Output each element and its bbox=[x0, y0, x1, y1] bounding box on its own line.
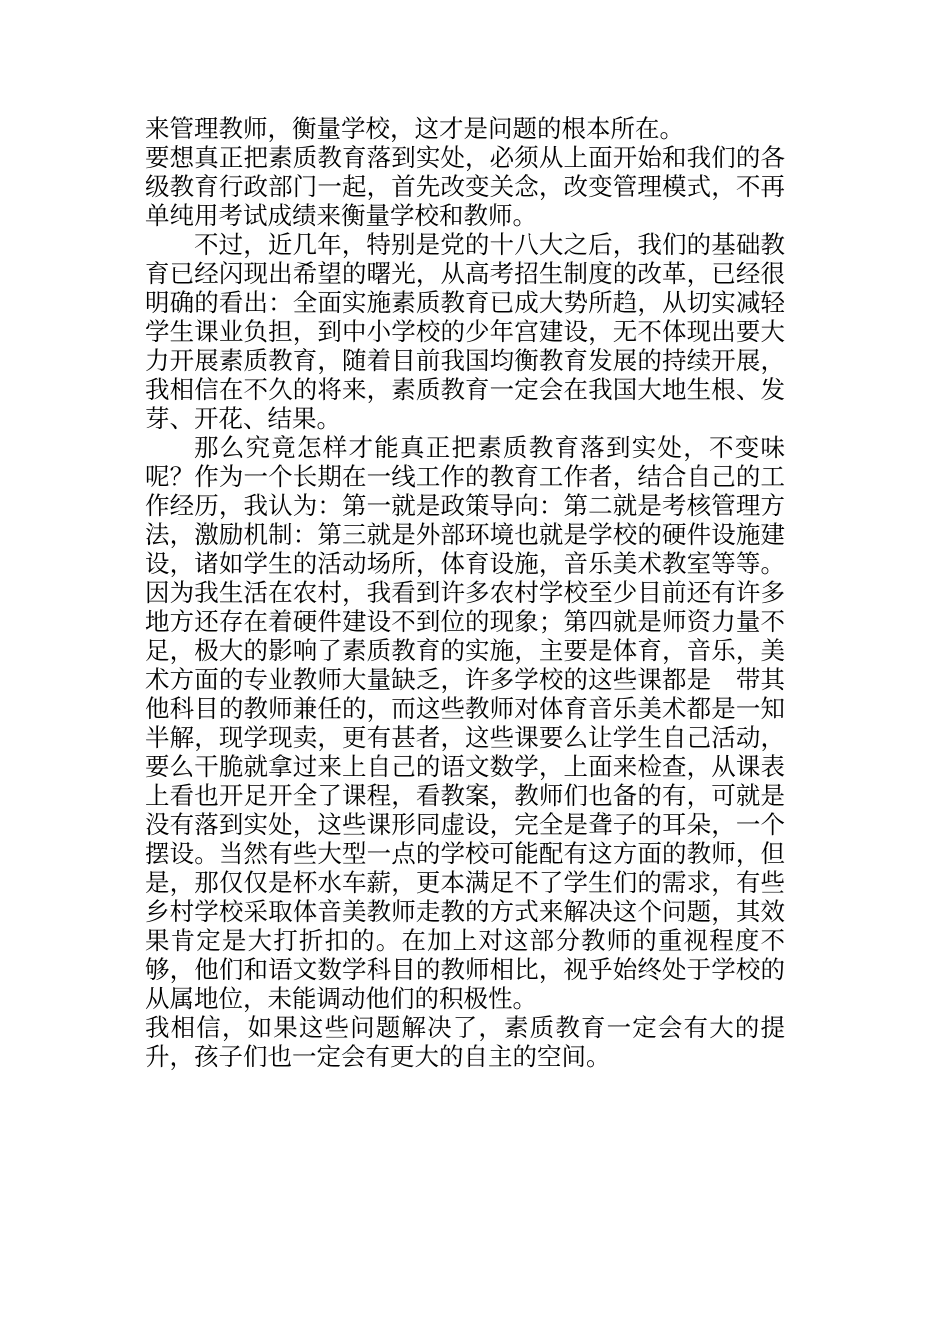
paragraph-2: 要想真正把素质教育落到实处，必须从上面开始和我们的各级教育行政部门一起，首先改变关念，改变管理模式，不再单纯用考试成绩来衡量学校和教师。 bbox=[145, 143, 785, 230]
document-body bbox=[145, 114, 785, 1071]
paragraph-1: 来管理教师，衡量学校，这才是问题的根本所在。 bbox=[145, 114, 684, 143]
paragraph-3: 不过，近几年，特别是党的十八大之后，我们的基础教育已经闪现出希望的曙光，从高考招生制度的改革，已经很明确的看出：全面实施素质教育已成大势所趋，从切实减轻学生课业负担，到中小学校的少年宫建设，无不体现出要大力开展素质教育，随着目前我国均衡教育发展的持续开展，我相信在不久的将来，素质教育一定会在我国大地生根、发芽、开花、结果。 bbox=[145, 230, 785, 433]
paragraph-5: 我相信，如果这些问题解决了，素质教育一定会有大的提升，孩子们也一定会有更大的自主的空间。 bbox=[145, 1013, 785, 1071]
paragraph-4: 那么究竟怎样才能真正把素质教育落到实处，不变味呢？作为一个长期在一线工作的教育工作者，结合自己的工作经历，我认为：第一就是政策导向：第二就是考核管理方法，激励机制：第三就是外部环境也就是学校的硬件设施建设，诸如学生的活动场所，体育设施，音乐美术教室等等。因为我生活在农村，我看到许多农村学校至少目前还有许多地方还存在着硬件建设不到位的现象；第四就是师资力量不足，极大的影响了素质教育的实施，主要是体育，音乐，美术方面的专业教师大量缺乏，许多学校的这些课都是 带其他科目的教师兼任的，而这些教师对体育音乐美术都是一知半解，现学现卖，更有甚者，这些课要么让学生自己活动，要么干脆就拿过来上自己的语文数学，上面来检查，从课表上看也开足开全了课程，看教案，教师们也备的有，可就是没有落到实处，这些课形同虚设，完全是聋子的耳朵，一个摆设。当然有些大型一点的学校可能配有这方面的教师，但是，那仅仅是杯水车薪，更本满足不了学生们的需求，有些乡村学校采取体音美教师走教的方式来解决这个问题，其效果肯定是大打折扣的。在加上对这部分教师的重视程度不够，他们和语文数学科目的教师相比，视乎始终处于学校的从属地位，未能调动他们的积极性。 bbox=[145, 433, 785, 1013]
